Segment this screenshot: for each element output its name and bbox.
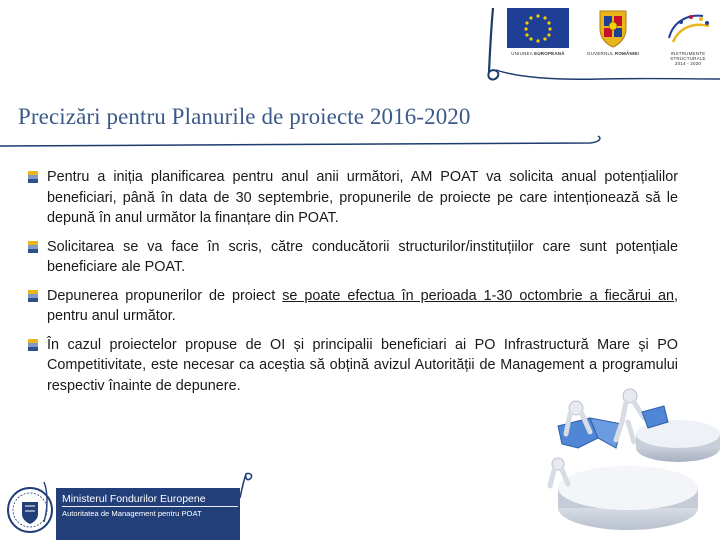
structural-instruments-logo (655, 8, 720, 66)
eu-logo-caption: UNIUNEA EUROPEANĂ (511, 51, 565, 56)
eu-flag-icon (507, 8, 569, 48)
bullet-list (26, 167, 678, 404)
bullet-item (26, 237, 678, 278)
slide-title: Precizări pentru Planurile de proiecte 2016-2020 (18, 104, 471, 129)
bullet-text-end: , pentru anul următor. (47, 287, 678, 324)
ministry-seal-icon (4, 478, 58, 538)
bullet-icon (26, 240, 39, 254)
bullet-item (26, 286, 678, 327)
bullet-text: Solicitarea se va face în scris, către conducătorii structurilor/instituțiilor care sunt potențiale beneficiare ale POAT. (47, 238, 678, 275)
coat-of-arms-icon (596, 7, 630, 49)
government-logo-caption: GUVERNUL ROMÂNIEI (587, 51, 639, 56)
bullet-icon (26, 289, 39, 303)
structural-instruments-icon (663, 8, 713, 48)
header-logos (505, 8, 720, 66)
bullet-icon (26, 338, 39, 352)
authority-name: Autoritatea de Management pentru POAT (62, 509, 202, 518)
bullet-item (26, 167, 678, 229)
bullet-icon (26, 170, 39, 184)
bullet-text-start: Depunerea propunerilor de proiect (47, 287, 283, 304)
puzzle-illustration (518, 378, 720, 540)
ministry-name: Ministerul Fondurilor Europene (62, 493, 206, 505)
title-underline (0, 134, 604, 152)
bullet-text: În cazul proiectelor propuse de OI și principalii beneficiari ai PO Infrastructură Mare și PO Competitivitate, este necesar ca aceștia să obțină avizul Autorității de Management a programului respectiv înainte de depunere. (47, 336, 678, 394)
bullet-text-underlined: se poate efectua în perioada 1-30 octombrie a fiecărui an (282, 287, 674, 304)
eu-logo (505, 8, 571, 56)
structural-instruments-caption: INSTRUMENTE STRUCTURALE 2014 - 2020 (670, 51, 706, 66)
footer-branding (0, 470, 260, 540)
footer-divider (62, 506, 238, 507)
bullet-text: Pentru a iniția planificarea pentru anul anii următori, AM POAT va solicita anual potențialilor beneficiari, până în data de 30 septembrie, propunerile de proiecte pe care intenționează să le depună în anul următor la finanțare din POAT. (47, 169, 678, 226)
government-logo (585, 8, 641, 56)
